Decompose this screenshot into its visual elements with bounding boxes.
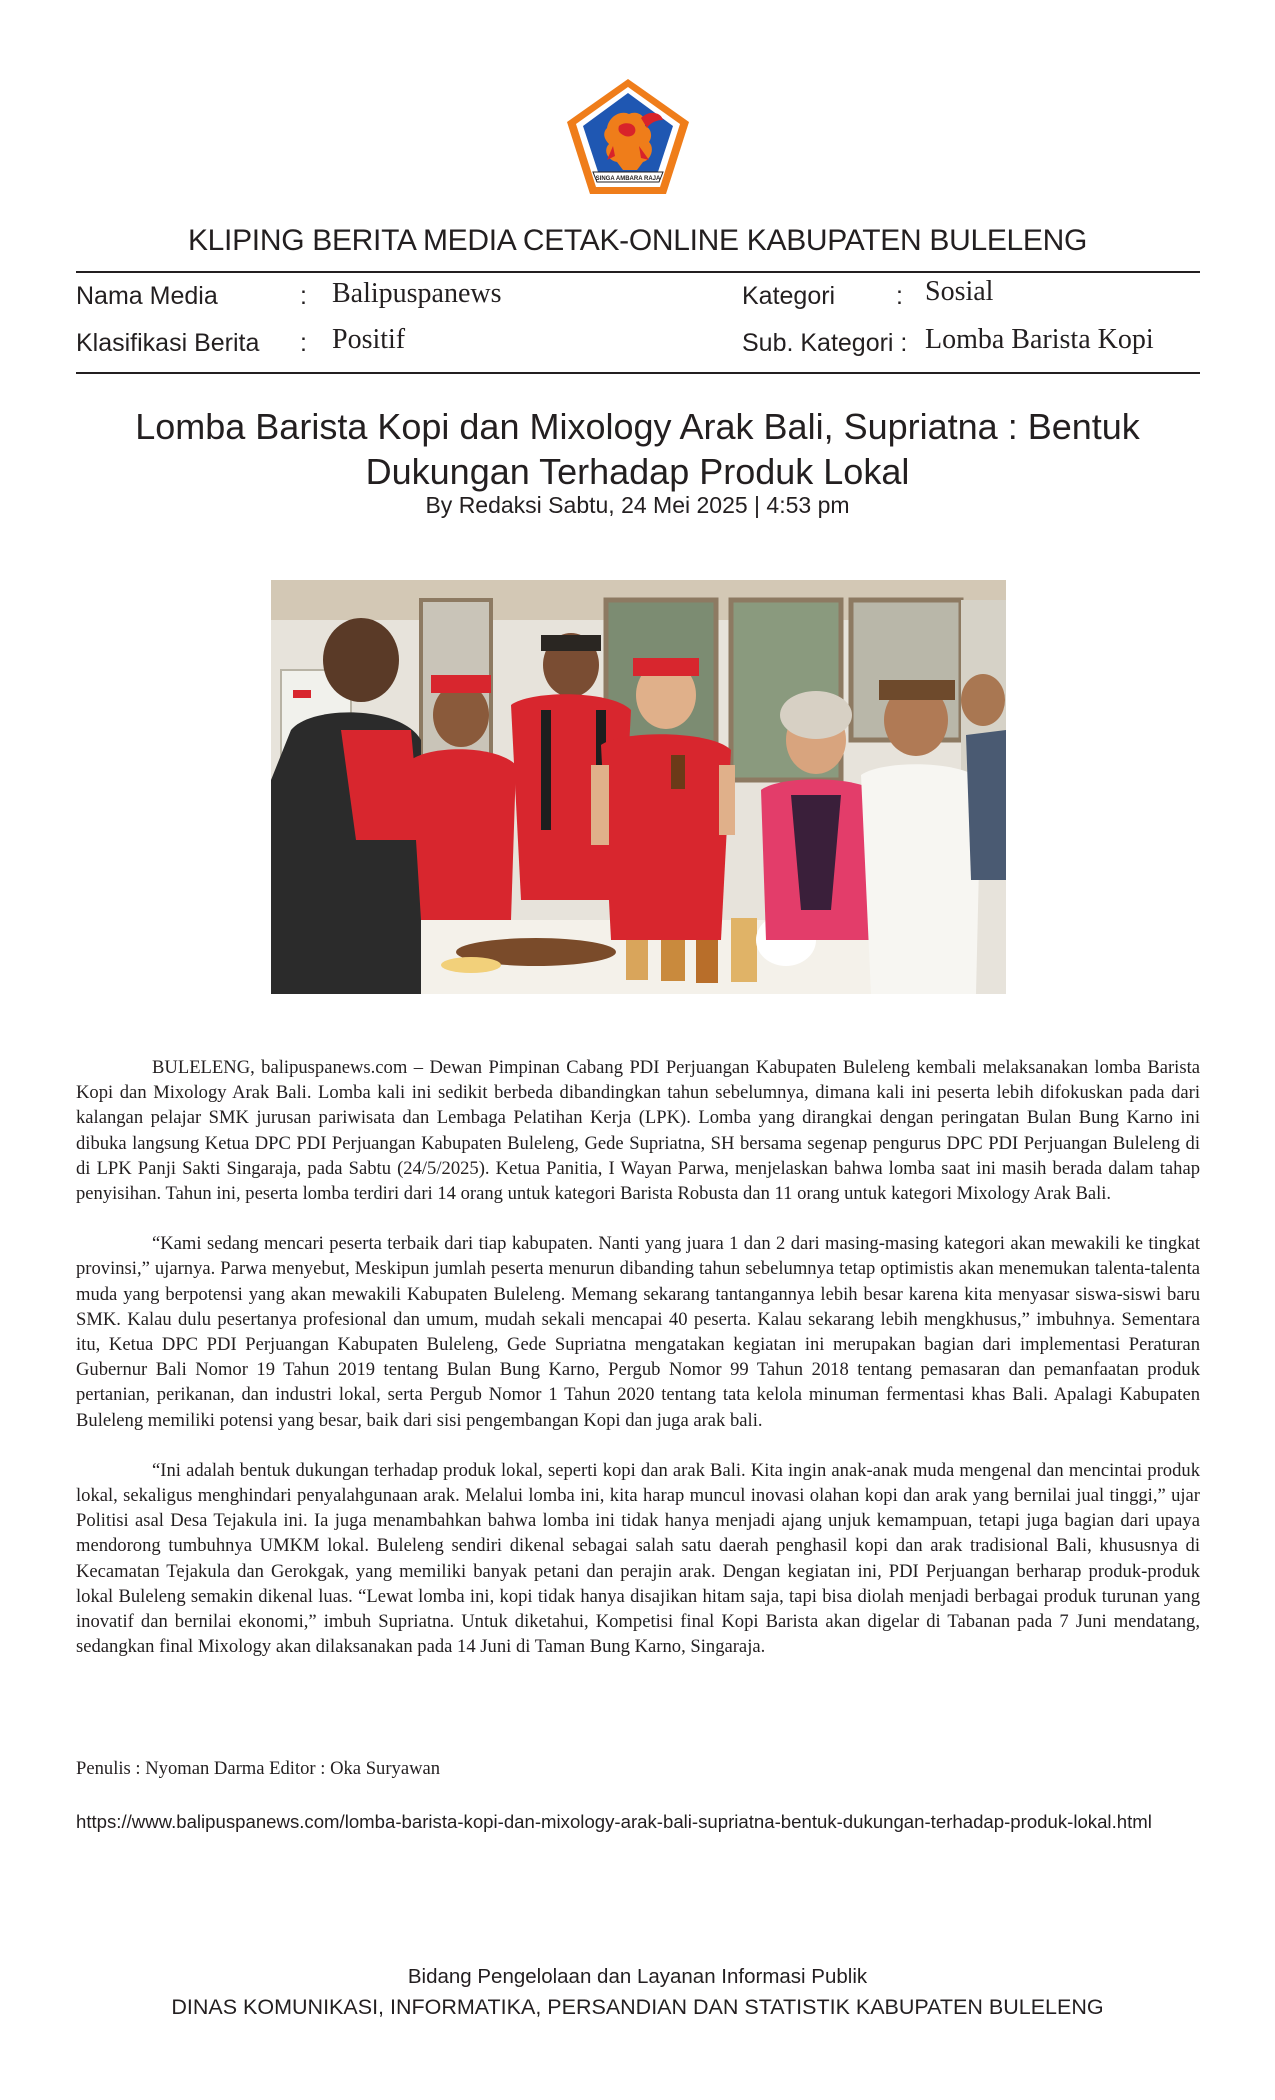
header-top-rule	[76, 271, 1200, 273]
headline-line-2: Dukungan Terhadap Produk Lokal	[365, 451, 910, 492]
klasifikasi-colon: :	[300, 329, 307, 357]
article-byline: By Redaksi Sabtu, 24 Mei 2025 | 4:53 pm	[425, 492, 850, 518]
regency-logo	[563, 76, 693, 198]
article-photo	[271, 580, 1006, 994]
sub-kategori-label: Sub. Kategori :	[742, 329, 908, 357]
logo-motto: SINGA AMBARA RAJA	[595, 176, 661, 182]
article-credits: Penulis : Nyoman Darma Editor : Oka Suryawan	[76, 1758, 441, 1779]
article-body	[76, 1055, 1200, 1684]
footer-agency: DINAS KOMUNIKASI, INFORMATIKA, PERSANDIAN DAN STATISTIK KABUPATEN BULELENG	[171, 1995, 1104, 2019]
header-bottom-rule	[76, 372, 1200, 374]
klasifikasi-label: Klasifikasi Berita	[76, 329, 260, 357]
article-headline	[100, 404, 1175, 494]
footer-department: Bidang Pengelolaan dan Layanan Informasi Publik	[407, 1965, 868, 1988]
kategori-label: Kategori	[742, 282, 836, 310]
nama-media-colon: :	[300, 282, 307, 310]
klasifikasi-value: Positif	[332, 324, 406, 355]
source-url-link[interactable]: https://www.balipuspanews.com/lomba-barista-kopi-dan-mixology-arak-bali-supriatna-bentuk-dukungan-terhadap-produk-lokal.html	[76, 1811, 1152, 1832]
kategori-colon: :	[896, 282, 903, 310]
clipping-header-title: KLIPING BERITA MEDIA CETAK-ONLINE KABUPATEN BULELENG	[187, 224, 1088, 257]
headline-line-1: Lomba Barista Kopi dan Mixology Arak Bali, Supriatna : Bentuk	[135, 406, 1140, 447]
article-paragraph-2: “Kami sedang mencari peserta terbaik dari tiap kabupaten. Nanti yang juara 1 dan 2 dari masing-masing kategori akan mewakili ke tingkat provinsi,” ujarnya. Parwa menyebut, Meskipun jumlah peserta menurun dibanding tahun sebelumnya tetap optimistis akan menemukan talenta-talenta muda yang berpotensi yang akan mewakili Kabupaten Buleleng. Memang sekarang tantangannya lebih besar karena kita menyasar siswa-siswi baru SMK. Kalau dulu pesertanya profesional dan umum, mudah sekali mencapai 40 peserta. Kalau sekarang lebih mengkhusus,” imbuhnya. Sementara itu, Ketua DPC PDI Perjuangan Kabupaten Buleleng, Gede Supriatna mengatakan kegiatan ini merupakan bagian dari implementasi Peraturan Gubernur Bali Nomor 19 Tahun 2019 tentang Bulan Bung Karno, Pergub Nomor 99 Tahun 2018 tentang pemasaran dan pemanfaatan produk pertanian, perikanan, dan industri lokal, serta Pergub Nomor 1 Tahun 2020 tentang tata kelola minuman fermentasi khas Bali. Apalagi Kabupaten Buleleng memiliki potensi yang besar, baik dari sisi pengembangan Kopi dan juga arak bali.	[76, 1233, 1200, 1431]
nama-media-label: Nama Media	[76, 282, 218, 310]
nama-media-value: Balipuspanews	[332, 278, 502, 309]
article-paragraph-3: “Ini adalah bentuk dukungan terhadap produk lokal, seperti kopi dan arak Bali. Kita ingin anak-anak muda mengenal dan mencintai produk lokal, sekaligus menghindari penyalahgunaan arak. Melalui lomba ini, kita harap muncul inovasi olahan kopi dan arak yang bernilai jual tinggi,” ujar Politisi asal Desa Tejakula ini. Ia juga menambahkan bahwa lomba ini tidak hanya menjadi ajang unjuk kemampuan, tetapi juga bagian dari upaya mendorong tumbuhnya UMKM lokal. Buleleng sendiri dikenal sebagai salah satu daerah penghasil kopi dan arak tradisional Bali, khususnya di Kecamatan Tejakula dan Gerokgak, yang memiliki banyak petani dan perajin arak. Dengan kegiatan ini, PDI Perjuangan berharap produk-produk lokal Buleleng semakin dikenal luas. “Lewat lomba ini, kopi tidak hanya disajikan hitam saja, tapi bisa diolah menjadi berbagai produk turunan yang inovatif dan bernilai ekonomi,” imbuh Supriatna. Untuk diketahui, Kompetisi final Kopi Barista akan digelar di Tabanan pada 7 Juni mendatang, sedangkan final Mixology akan dilaksanakan pada 14 Juni di Taman Bung Karno, Singaraja.	[76, 1459, 1200, 1658]
article-paragraph-1: BULELENG, balipuspanews.com – Dewan Pimpinan Cabang PDI Perjuangan Kabupaten Buleleng kembali melaksanakan lomba Barista Kopi dan Mixology Arak Bali. Lomba kali ini sedikit berbeda dibandingkan tahun sebelumnya, dimana kali ini peserta lebih difokuskan pada dari kalangan pelajar SMK jurusan pariwisata dan Lembaga Pelatihan Kerja (LPK). Lomba yang dirangkai dengan peringatan Bulan Bung Karno ini dibuka langsung Ketua DPC PDI Perjuangan Kabupaten Buleleng, Gede Supriatna, SH bersama segenap pengurus DPC PDI Perjuangan Buleleng di di LPK Panji Sakti Singaraja, pada Sabtu (24/5/2025). Ketua Panitia, I Wayan Parwa, menjelaskan bahwa lomba saat ini masih berada dalam tahap penyisihan. Tahun ini, peserta lomba terdiri dari 14 orang untuk kategori Barista Robusta dan 11 orang untuk kategori Mixology Arak Bali.	[76, 1057, 1200, 1205]
sub-kategori-value: Lomba Barista Kopi	[925, 324, 1154, 355]
kategori-value: Sosial	[925, 276, 994, 307]
